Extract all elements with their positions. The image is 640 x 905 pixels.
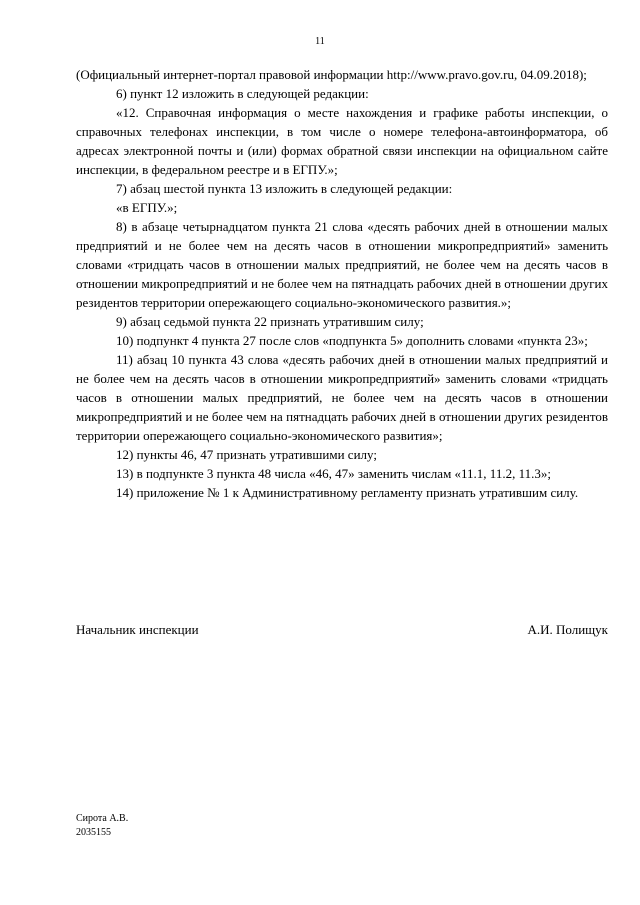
footer — [76, 812, 128, 840]
paragraph: 9) абзац седьмой пункта 22 признать утратившим силу; — [116, 314, 424, 329]
paragraph: 13) в подпункте 3 пункта 48 числа «46, 47» заменить числам «11.1, 11.2, 11.3»; — [116, 466, 551, 481]
page-number: 11 — [315, 36, 325, 47]
paragraph: 8) в абзаце четырнадцатом пункта 21 слова «десять рабочих дней в отношении малых предприятий и не более чем на десять часов в отношении микропредприятий» заменить словами «тридцать часов в отношении малых предприятий, не более чем на десять часов в отношении микропредприятий и не более чем на пятнадцать рабочих дней в отношении других резидентов территории опережающего социально-экономического развития.»; — [76, 219, 608, 310]
paragraph: 11) абзац 10 пункта 43 слова «десять рабочих дней в отношении малых предприятий и не более чем на десять часов в отношении микропредприятий» заменить словами «тридцать часов в отношении малых предприятий, не более чем на десять часов в отношении микропредприятий и не более чем на пятнадцать рабочих дней в отношении других резидентов территории опережающего социально-экономического развития»; — [76, 352, 608, 443]
paragraph: 6) пункт 12 изложить в следующей редакции: — [116, 86, 369, 101]
paragraph: 12) пункты 46, 47 признать утратившими силу; — [116, 447, 377, 462]
paragraph: (Официальный интернет-портал правовой информации http://www.pravo.gov.ru, 04.09.2018); — [76, 67, 587, 82]
paragraph: «12. Справочная информация о месте нахождения и графике работы инспекции, о справочных телефонах инспекции, в том числе о номере телефона-автоинформатора, об адресах электронной почты и (или) формах обратной связи инспекции на официальном сайте инспекции, в федеральном реестре и в ЕГПУ.»; — [76, 105, 608, 177]
paragraph: «в ЕГПУ.»; — [116, 200, 178, 215]
executor-name: Сирота А.В. — [76, 813, 129, 824]
paragraph: 14) приложение № 1 к Административному регламенту признать утратившим силу. — [116, 485, 579, 500]
signatory-position: Начальник инспекции — [76, 622, 199, 637]
paragraph: 7) абзац шестой пункта 13 изложить в следующей редакции: — [116, 181, 453, 196]
signature-block — [76, 620, 608, 639]
signatory-name: А.И. Полищук — [527, 622, 608, 637]
paragraph: 10) подпункт 4 пункта 27 после слов «подпункта 5» дополнить словами «пункта 23»; — [116, 333, 588, 348]
document-code: 2035155 — [76, 827, 111, 838]
document-body — [76, 65, 608, 502]
